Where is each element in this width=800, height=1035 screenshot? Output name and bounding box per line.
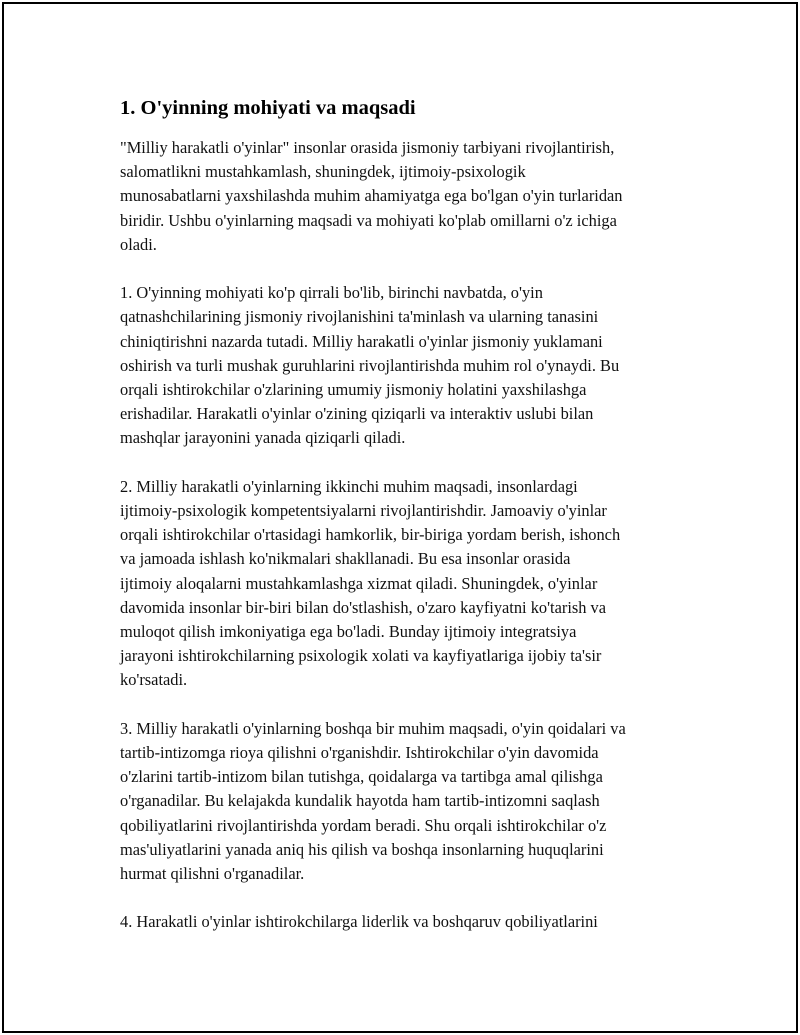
- document-body: [120, 94, 700, 959]
- text-line: oshirish va turli mushak guruhlarini rivojlantirishda muhim rol o'ynaydi. Bu: [120, 355, 620, 375]
- text-line: ijtimoiy aloqalarni mustahkamlashga xizmat qiladi. Shuningdek, o'yinlar: [120, 573, 598, 593]
- section-title: 1. O'yinning mohiyati va maqsadi: [120, 97, 416, 119]
- text-line: salomatlikni mustahkamlash, shuningdek, ijtimoiy-psixologik: [120, 162, 526, 182]
- paragraph-3: [120, 717, 700, 886]
- text-line: hurmat qilishni o'rganadilar.: [120, 864, 305, 884]
- text-line: munosabatlarni yaxshilashda muhim ahamiyatga ega bo'lgan o'yin turlaridan: [120, 186, 623, 206]
- page-frame: [2, 2, 798, 1033]
- text-line: 4. Harakatli o'yinlar ishtirokchilarga liderlik va boshqaruv qobiliyatlarini: [120, 912, 598, 932]
- paragraph-2: [120, 475, 700, 693]
- text-line: o'zlarini tartib-intizom bilan tutishga, qoidalarga va tartibga amal qilishga: [120, 767, 603, 787]
- text-line: oladi.: [120, 234, 157, 254]
- text-line: biridir. Ushbu o'yinlarning maqsadi va mohiyati ko'plab omillarni o'z ichiga: [120, 210, 617, 230]
- text-line: erishadilar. Harakatli o'yinlar o'zining qiziqarli va interaktiv uslubi bilan: [120, 404, 594, 424]
- paragraph-1: [120, 281, 700, 450]
- text-line: mas'uliyatlarini yanada aniq his qilish va boshqa insonlarning huquqlarini: [120, 839, 604, 859]
- text-line: chiniqtirishni nazarda tutadi. Milliy harakatli o'yinlar jismoniy yuklamani: [120, 331, 603, 351]
- text-line: mashqlar jarayonini yanada qiziqarli qiladi.: [120, 428, 406, 448]
- text-line: jarayoni ishtirokchilarning psixologik xolati va kayfiyatlariga ijobiy ta'sir: [120, 646, 602, 666]
- text-line: orqali ishtirokchilar o'zlarining umumiy jismoniy holatini yaxshilashga: [120, 380, 587, 400]
- text-line: ijtimoiy-psixologik kompetentsiyalarni rivojlantirishdir. Jamoaviy o'yinlar: [120, 501, 607, 521]
- text-line: orqali ishtirokchilar o'rtasidagi hamkorlik, bir-biriga yordam berish, ishonch: [120, 525, 621, 545]
- paragraph-4: [120, 910, 700, 934]
- text-line: ko'rsatadi.: [120, 670, 188, 690]
- text-line: qobiliyatlarini rivojlantirishda yordam beradi. Shu orqali ishtirokchilar o'z: [120, 815, 607, 835]
- text-line: tartib-intizomga rioya qilishni o'rganishdir. Ishtirokchilar o'yin davomida: [120, 743, 599, 763]
- text-line: o'rganadilar. Bu kelajakda kundalik hayotda ham tartib-intizomni saqlash: [120, 791, 600, 811]
- text-line: muloqot qilish imkoniyatiga ega bo'ladi. Bunday ijtimoiy integratsiya: [120, 622, 577, 642]
- text-line: "Milliy harakatli o'yinlar" insonlar orasida jismoniy tarbiyani rivojlantirish,: [120, 138, 615, 157]
- paragraph-intro: [120, 136, 700, 257]
- text-line: 2. Milliy harakatli o'yinlarning ikkinchi muhim maqsadi, insonlardagi: [120, 476, 578, 496]
- text-line: qatnashchilarining jismoniy rivojlanishini ta'minlash va ularning tanasini: [120, 307, 599, 327]
- text-line: va jamoada ishlash ko'nikmalari shakllanadi. Bu esa insonlar orasida: [120, 549, 571, 569]
- text-line: davomida insonlar bir-biri bilan do'stlashish, o'zaro kayfiyatni ko'tarish va: [120, 597, 607, 617]
- text-line: 3. Milliy harakatli o'yinlarning boshqa bir muhim maqsadi, o'yin qoidalari va: [120, 718, 626, 738]
- text-line: 1. O'yinning mohiyati ko'p qirrali bo'lib, birinchi navbatda, o'yin: [120, 283, 543, 303]
